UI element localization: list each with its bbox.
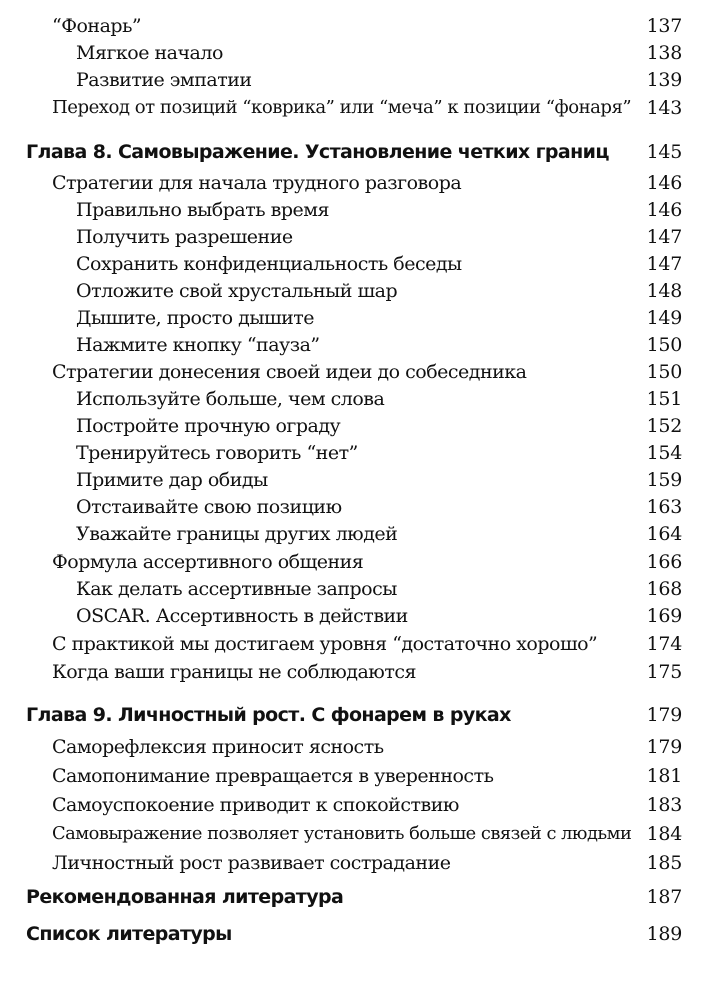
toc-entry-title: Рекомендованная литература	[26, 886, 344, 908]
toc-entry-title: Тренируйтесь говорить “нет”	[76, 442, 358, 464]
toc-entry	[0, 549, 716, 575]
toc-entry-title: Список литературы	[26, 923, 232, 945]
toc-entry	[0, 631, 716, 657]
toc-entry-page: 184	[646, 823, 682, 845]
toc-entry	[0, 386, 716, 412]
toc-section-heading	[0, 884, 716, 910]
toc-entry	[0, 40, 716, 66]
toc-entry-title: Когда ваши границы не соблюдаются	[52, 661, 416, 683]
toc-entry-title: Глава 8. Самовыражение. Установление четких границ	[26, 141, 609, 163]
toc-entry	[0, 278, 716, 304]
toc-entry-title: Сохранить конфиденциальность беседы	[76, 253, 462, 275]
toc-entry	[0, 332, 716, 358]
toc-entry	[0, 792, 716, 818]
toc-entry-page: 145	[646, 141, 682, 163]
toc-entry-title: Нажмите кнопку “пауза”	[76, 334, 320, 356]
toc-entry-page: 146	[646, 199, 682, 221]
toc-entry-page: 150	[646, 334, 682, 356]
toc-entry	[0, 576, 716, 602]
toc-chapter-heading	[0, 702, 716, 728]
toc-entry-title: Личностный рост развивает сострадание	[52, 852, 451, 874]
toc-entry	[0, 413, 716, 439]
toc-entry-title: Примите дар обиды	[76, 469, 268, 491]
toc-entry	[0, 95, 716, 121]
toc-entry	[0, 467, 716, 493]
toc-entry-page: 164	[646, 523, 682, 545]
toc-entry	[0, 850, 716, 876]
toc-entry-title: Постройте прочную ограду	[76, 415, 341, 437]
toc-entry-page: 154	[646, 442, 682, 464]
toc-entry	[0, 305, 716, 331]
toc-entry	[0, 821, 716, 847]
toc-entry-page: 181	[646, 765, 682, 787]
toc-entry-page: 147	[646, 253, 682, 275]
toc-entry	[0, 170, 716, 196]
toc-entry	[0, 251, 716, 277]
toc-entry-page: 166	[646, 551, 682, 573]
toc-entry-page: 151	[646, 388, 682, 410]
toc-entry-title: Переход от позиций “коврика” или “меча” к позиции “фонаря”	[52, 97, 632, 118]
toc-entry-page: 159	[646, 469, 682, 491]
toc-entry-title: “Фонарь”	[52, 15, 142, 37]
toc-entry-title: Правильно выбрать время	[76, 199, 329, 221]
toc-entry-title: Получить разрешение	[76, 226, 293, 248]
toc-entry	[0, 494, 716, 520]
toc-entry-title: Развитие эмпатии	[76, 69, 252, 91]
toc-entry	[0, 197, 716, 223]
toc-entry-title: Как делать ассертивные запросы	[76, 578, 397, 600]
toc-entry	[0, 603, 716, 629]
toc-entry	[0, 224, 716, 250]
toc-entry-page: 179	[646, 736, 682, 758]
toc-entry-page: 189	[646, 923, 682, 945]
toc-entry-page: 137	[646, 15, 682, 37]
toc-entry-page: 168	[646, 578, 682, 600]
toc-entry-page: 146	[646, 172, 682, 194]
toc-entry-page: 139	[646, 69, 682, 91]
toc-entry-page: 148	[646, 280, 682, 302]
toc-entry-title: С практикой мы достигаем уровня “достаточно хорошо”	[52, 633, 598, 655]
toc-entry-page: 147	[646, 226, 682, 248]
toc-entry-page: 143	[646, 97, 682, 119]
toc-entry	[0, 440, 716, 466]
toc-entry-title: OSCAR. Ассертивность в действии	[76, 605, 408, 627]
toc-entry-title: Стратегии донесения своей идеи до собеседника	[52, 361, 527, 383]
toc-entry-title: Самоуспокоение приводит к спокойствию	[52, 794, 459, 816]
toc-entry-page: 150	[646, 361, 682, 383]
toc-entry	[0, 67, 716, 93]
toc-entry-title: Используйте больше, чем слова	[76, 388, 385, 410]
toc-entry-page: 138	[646, 42, 682, 64]
toc-entry-title: Дышите, просто дышите	[76, 307, 315, 329]
toc-entry-title: Формула ассертивного общения	[52, 551, 364, 573]
toc-entry-title: Самовыражение позволяет установить больше связей с людьми	[52, 823, 632, 844]
toc-entry-page: 163	[646, 496, 682, 518]
toc-entry-title: Уважайте границы других людей	[76, 523, 398, 545]
toc-chapter-heading	[0, 139, 716, 165]
toc-entry	[0, 359, 716, 385]
toc-entry-page: 175	[646, 661, 682, 683]
toc-entry-page: 179	[646, 704, 682, 726]
toc-entry-page: 149	[646, 307, 682, 329]
toc-entry-title: Мягкое начало	[76, 42, 223, 64]
toc-entry-page: 185	[646, 852, 682, 874]
toc-entry	[0, 659, 716, 685]
toc-entry-title: Саморефлексия приносит ясность	[52, 736, 384, 758]
toc-entry-title: Стратегии для начала трудного разговора	[52, 172, 462, 194]
toc-entry-page: 169	[646, 605, 682, 627]
toc-entry-title: Отстаивайте свою позицию	[76, 496, 342, 518]
toc-entry-title: Самопонимание превращается в уверенность	[52, 765, 494, 787]
toc-entry-page: 183	[646, 794, 682, 816]
toc-entry	[0, 763, 716, 789]
toc-entry-page: 174	[646, 633, 682, 655]
toc-entry-page: 187	[646, 886, 682, 908]
toc-entry	[0, 734, 716, 760]
toc-entry	[0, 521, 716, 547]
toc-entry-page: 152	[646, 415, 682, 437]
toc-entry	[0, 13, 716, 39]
toc-entry-title: Отложите свой хрустальный шар	[76, 280, 398, 302]
toc-section-heading	[0, 921, 716, 947]
toc-entry-title: Глава 9. Личностный рост. С фонарем в руках	[26, 704, 511, 726]
